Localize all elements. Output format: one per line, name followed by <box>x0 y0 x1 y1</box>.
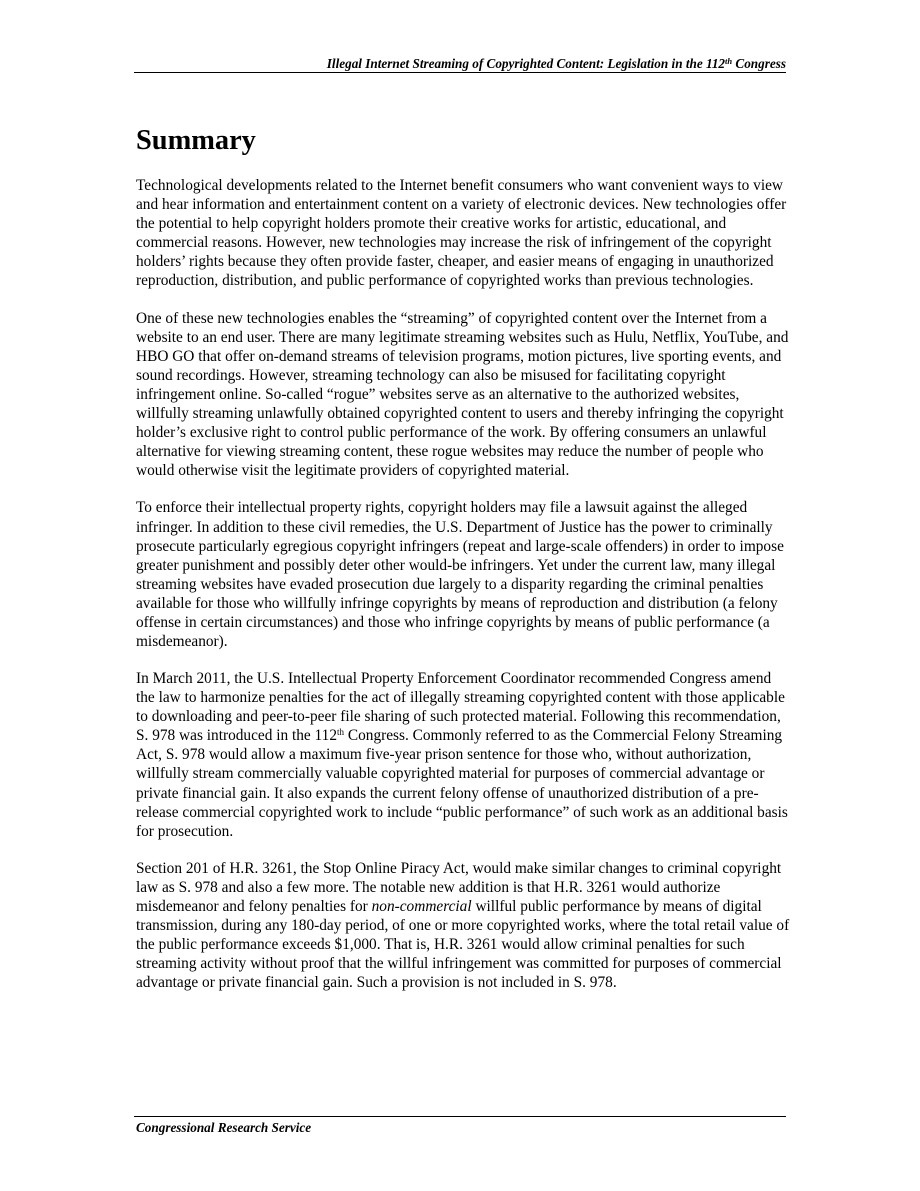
paragraph-4-text-b: Congress. Commonly referred to as the Commercial Felony Streaming Act, S. 978 would allow a maximum five-year prison sentence for those who, without authorization, willfully stream commercially valuable copyrighted material for purposes of commercial advantage or private financial gain. It also expands the current felony offense of unauthorized distribution of a pre-release commercial copyrighted work to include “public performance” of such work as an additional basis for prosecution. <box>136 727 788 840</box>
paragraph-5 <box>136 859 790 992</box>
header-divider <box>134 72 786 73</box>
paragraph-1: Technological developments related to the Internet benefit consumers who want convenient ways to view and hear information and entertainment content on a variety of electronic devices. New technologies offer the potential to help copyright holders promote their creative works for artistic, educational, and commercial reasons. However, new technologies may increase the risk of infringement of the copyright holders’ rights because they often provide faster, cheaper, and easier means of engaging in unauthorized reproduction, distribution, and public performance of copyrighted works than previous technologies. <box>136 177 787 290</box>
paragraph-5-text-b: willful public performance by means of digital transmission, during any 180-day period, of one or more copyrighted works, where the total retail value of the public performance exceeds $1,000. That is, H.R. 3261 would allow criminal penalties for such streaming activity without proof that the willful infringement was committed for purposes of commercial advantage or private financial gain. Such a provision is not included in S. 978. <box>136 898 790 992</box>
page-title: Summary <box>136 125 256 156</box>
running-header <box>134 56 786 72</box>
paragraph-4-superscript: th <box>337 727 345 738</box>
paragraph-3: To enforce their intellectual property rights, copyright holders may file a lawsuit against the alleged infringer. In addition to these civil remedies, the U.S. Department of Justice has the power to criminally prosecute particularly egregious copyright infringers (repeat and large-scale offenders) in order to impose greater punishment and possibly deter other would-be infringers. Yet under the current law, many illegal streaming websites have evaded prosecution due largely to a disparity regarding the criminal penalties available for those who willfully infringe copyrights by means of reproduction and distribution (a felony offense in certain circumstances) and those who infringe copyrights by means of public performance (a misdemeanor). <box>136 499 784 650</box>
header-title-text: Illegal Internet Streaming of Copyrighted Content: Legislation in the 112 <box>326 56 726 71</box>
summary-body <box>136 176 790 1011</box>
header-title-suffix: Congress <box>732 56 786 71</box>
header-title-superscript: th <box>725 56 733 66</box>
paragraph-4-text-a: In March 2011, the U.S. Intellectual Property Enforcement Coordinator recommended Congress amend the law to harmonize penalties for the act of illegally streaming copyrighted content with those applicable to downloading and peer-to-peer file sharing of such protected material. Following this recommendation, S. 978 was introduced in the 112 <box>136 670 785 745</box>
paragraph-5-emphasis: non-commercial <box>371 898 472 916</box>
paragraph-4 <box>136 669 790 840</box>
paragraph-5-text-a: Section 201 of H.R. 3261, the Stop Online Piracy Act, would make similar changes to criminal copyright law as S. 978 and also a few more. The notable new addition is that H.R. 3261 would authorize misdemeanor and felony penalties for <box>136 860 782 916</box>
running-footer: Congressional Research Service <box>136 1120 312 1135</box>
footer-divider <box>134 1116 786 1117</box>
paragraph-2: One of these new technologies enables the “streaming” of copyrighted content over the Internet from a website to an end user. There are many legitimate streaming websites such as Hulu, Netflix, YouTube, and HBO GO that offer on-demand streams of television programs, motion pictures, live sporting events, and sound recordings. However, streaming technology can also be misused for facilitating copyright infringement online. So-called “rogue” websites serve as an alternative to the authorized websites, willfully streaming unlawfully obtained copyrighted content to users and thereby infringing the copyright holder’s exclusive right to control public performance of the work. By offering consumers an unlawful alternative for viewing streaming content, these rogue websites may reduce the number of people who would otherwise visit the legitimate providers of copyrighted material. <box>136 309 789 480</box>
